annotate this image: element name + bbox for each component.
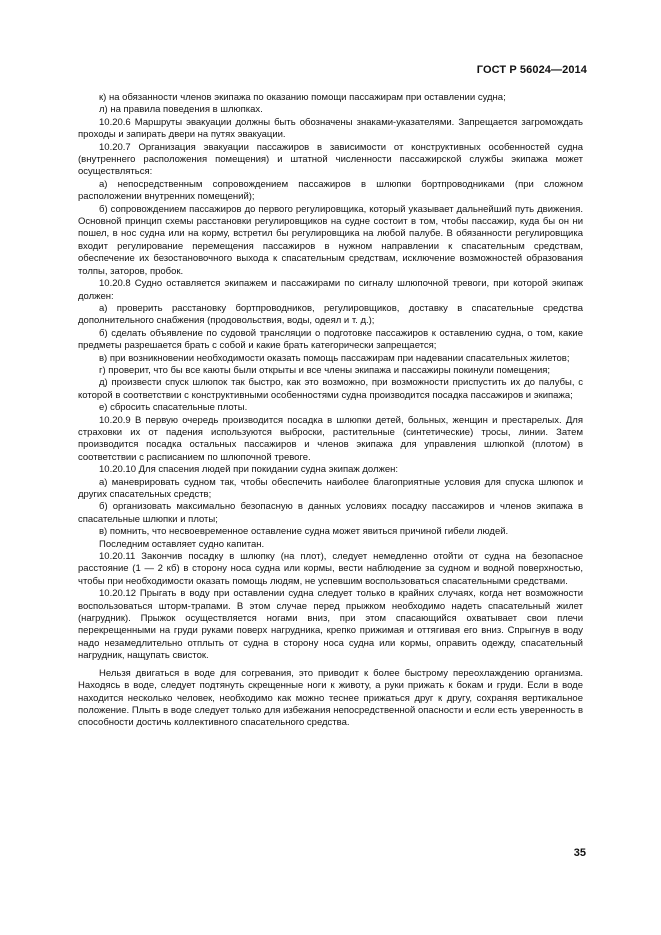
paragraph: 10.20.8 Судно оставляется экипажем и пассажирами по сигналу шлюпочной тревоги, при которой экипаж должен: [78, 278, 583, 302]
document-header: ГОСТ Р 56024—2014 [476, 64, 587, 76]
paragraph: 10.20.6 Маршруты эвакуации должны быть обозначены знаками-указателями. Запрещается загромождать проходы и запирать двери на путях эвакуации. [78, 116, 583, 141]
paragraph: б) сопровождением пассажиров до первого регулировщика, который указывает дальнейший путь движения. Основной принцип схемы расстановки регулировщиков на судне состоит в том, чтобы пассажир, куда бы он ни пошел, в нос судна или на корму, встретил бы регулировщика на любой палубе. В обязанности регулировщика входит регулирование перемещения пассажиров в нужном направлении к спасательным средствам, обеспечение их безостановочного выхода к спасательным средствам, исключение возможностей образования толпы, заторов, пробок. [78, 203, 583, 277]
paragraph: в) при возникновении необходимости оказать помощь пассажирам при надевании спасательных жилетов; [99, 352, 570, 364]
paragraph: а) маневрировать судном так, чтобы обеспечить наиболее благоприятные условия для спуска шлюпок и других спасательных средств; [78, 476, 583, 500]
paragraph: 10.20.10 Для спасения людей при покидании судна экипаж должен: [99, 464, 399, 476]
paragraph: 10.20.11 Закончив посадку в шлюпку (на плот), следует немедленно отойти от судна на безопасное расстояние (1 — 2 кб) в сторону носа судна или кормы, вести наблюдение за судном и водной поверхностью, чтобы при необходимости оказать помощь людям, не успевшим воспользоваться спасательными средствами. [78, 551, 583, 587]
paragraph: д) произвести спуск шлюпок так быстро, как это возможно, при возможности приспустить их до палубы, с которой в соответствии с конструктивными особенностями судна производится посадка пассажиров и экипажа; [78, 377, 583, 401]
paragraph: а) непосредственным сопровождением пассажиров в шлюпки бортпроводниками (при сложном расположении внутренних помещений); [78, 178, 583, 203]
paragraph: л) на правила поведения в шлюпках. [99, 104, 263, 116]
paragraph: в) помнить, что несвоевременное оставление судна может явиться причиной гибели людей. [99, 526, 509, 538]
paragraph: 10.20.12 Прыгать в воду при оставлении судна следует только в крайних случаях, когда нет возможности воспользоваться шторм-трапами. В этом случае перед прыжком необходимо надеть спасательный жилет (нагрудник). Прыжок осуществляется ногами вниз, при этом спасающийся охватывает свои плечи перекрещенными на груди руками поверх нагрудника, крепко прижимая и оттягивая его вниз. Спрыгнув в воду надо незамедлительно отплыть от судна в сторону носа судна или кормы, оправить одежду, спасательный нагрудник, нащупать свисток. [78, 588, 583, 662]
paragraph: б) сделать объявление по судовой трансляции о подготовке пассажиров к оставлению судна, о том, какие предметы разрешается брать с собой и какие брать категорически запрещается; [78, 327, 583, 352]
paragraph: 10.20.7 Организация эвакуации пассажиров в зависимости от конструктивных особенностей судна (внутреннего расположения помещения) и штатной численности пассажирской службы экипажа может осуществляться: [78, 141, 583, 178]
paragraph: е) сбросить спасательные плоты. [99, 402, 248, 414]
paragraph: а) проверить расстановку бортпроводников, регулировщиков, доставку в спасательные средства дополнительного снабжения (продовольствия, воды, одеял и т. д.); [78, 302, 583, 327]
paragraph: Последним оставляет судно капитан. [99, 538, 265, 550]
paragraph: Нельзя двигаться в воде для согревания, это приводит к более быстрому переохлаждению организма. Находясь в воде, следует подтянуть скрещенные ноги к животу, а руки прижать к бокам и груди. Если в воде находится несколько человек, необходимо как можно теснее прижаться друг к другу, сохраняя вертикальное положение. Плыть в воде следует только для избежания непосредственной опасности и если есть уверенность в способности достичь коллективного спасательного средства. [78, 667, 583, 729]
paragraph: б) организовать максимально безопасную в данных условиях посадку пассажиров и членов экипажа в спасательные шлюпки и плоты; [78, 501, 583, 525]
page-number: 35 [573, 847, 586, 859]
document-body [78, 92, 583, 730]
paragraph: к) на обязанности членов экипажа по оказанию помощи пассажирам при оставлении судна; [99, 92, 506, 103]
paragraph: г) проверит, что бы все каюты были открыты и все члены экипажа и пассажиры покинули помещения; [99, 364, 551, 376]
paragraph: 10.20.9 В первую очередь производится посадка в шлюпки детей, больных, женщин и престарелых. Для страховки их от падения используются выброски, растительные (синтетические) тросы, линии. Затем производится посадка остальных пассажиров и членов экипажа для управления шлюпкой (плотом) в соответствии с расписанием по шлюпочной тревоге. [78, 414, 583, 463]
